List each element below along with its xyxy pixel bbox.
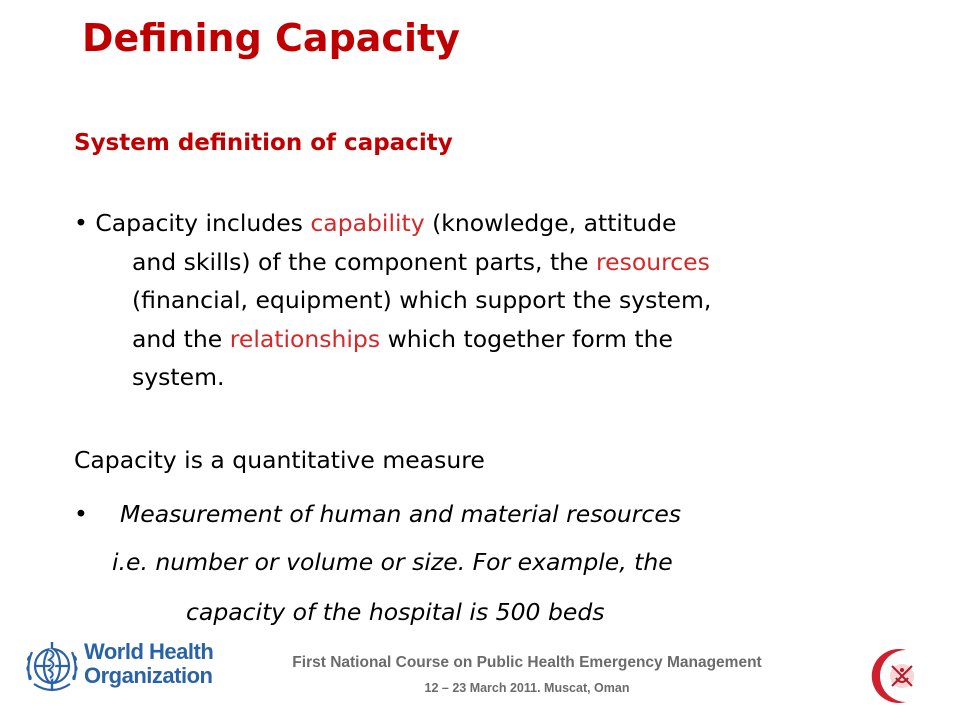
bullet2-line-3: capacity of the hospital is 500 beds: [186, 598, 605, 626]
bullet1-line-4: [74, 320, 874, 359]
who-wordmark: [84, 640, 213, 688]
page-title: Defining Capacity: [82, 16, 460, 60]
bullet1-line-3: (financial, equipment) which support the system,: [132, 286, 712, 314]
highlight-relationships: relationships: [229, 324, 381, 353]
bullet2-line-2: i.e. number or volume or size. For example, the: [112, 548, 673, 576]
bullet1-text-c: and skills) of the component parts, the: [132, 247, 596, 276]
footer-course-title: First National Course on Public Health Emergency Management: [292, 654, 762, 671]
highlight-capability: capability: [310, 209, 425, 237]
bullet1-line-5: system.: [132, 363, 225, 391]
bullet1-text-a: Capacity includes: [87, 209, 311, 237]
bullet1-text-d: and the: [132, 324, 230, 353]
footer-dates: 12 – 23 March 2011. Muscat, Oman: [424, 681, 630, 695]
who-wordmark-line-2: Organization: [84, 663, 213, 688]
bullet2-line-1: Measurement of human and material resources: [120, 500, 682, 528]
capacity-definition-bullet: [74, 204, 874, 397]
who-wordmark-line-1: World Health: [84, 639, 214, 664]
bullet1-line-2: [74, 243, 874, 282]
bullet1-text-e: which together form the: [380, 324, 673, 353]
highlight-resources: resources: [596, 247, 710, 276]
section-subtitle: System definition of capacity: [74, 130, 453, 156]
quantitative-measure-heading: Capacity is a quantitative measure: [74, 446, 485, 474]
bullet2-marker: •: [74, 500, 88, 528]
bullet1-text-b: (knowledge, attitude: [424, 209, 677, 237]
bullet-marker: •: [74, 209, 88, 237]
who-emblem-icon: [22, 636, 82, 696]
oman-emblem-icon: [858, 640, 930, 712]
